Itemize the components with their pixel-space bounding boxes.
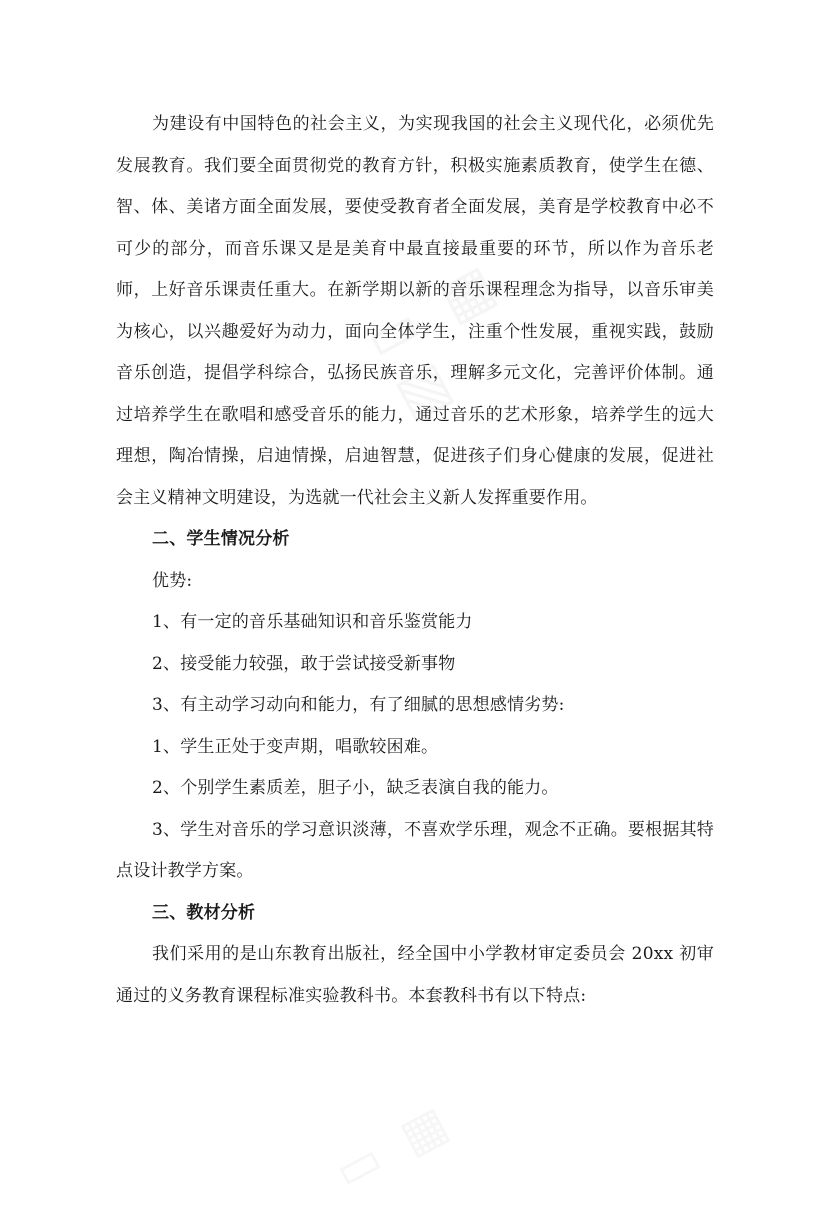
paragraph-advantages-label: 优势: [152,570,193,591]
list-item-weakness-3: 3、学生对音乐的学习意识淡薄，不喜欢学乐理，观念不正确。要根据其特点设计教学方案。 [116,819,714,881]
watermark: ▭ ▦ ▧ [354,249,512,432]
paragraph-textbook: 我们采用的是山东教育出版社，经全国中小学教材审定委员会 20xx 初审通过的义务教育课程标准实验教科书。本套教科书有以下特点: [116,944,714,1006]
list-item-advantage-1: 1、有一定的音乐基础知识和音乐鉴赏能力 [152,612,473,632]
list-item-advantage-2: 2、接受能力较强，敢于尝试接受新事物 [152,653,456,674]
paragraph-intro: 为建设有中国特色的社会主义，为实现我国的社会主义现代化，必须优先发展教育。我们要全面贯彻党的教育方针，积极实施素质教育，使学生在德、智、体、美诸方面全面发展，要使受教育者全面发展，美育是学校教育中必不可少的部分，而音乐课又是是美育中最直接最重要的环节，所以作为音乐老师，上好音乐课责任重大。在新学期以新的音乐课程理念为指导，以音乐审美为核心，以兴趣爱好为动力，面向全体学生，注重个性发展，重视实践，鼓励音乐创造，提倡学科综合，弘扬民族音乐，理解多元文化，完善评价体制。通过培养学生在歌唱和感受音乐的能力，通过音乐的艺术形象，培养学生的远大理想，陶冶情操，启迪情操，启迪智慧，促进孩子们身心健康的发展，促进社会主义精神文明建设，为选就一代社会主义新人发挥重要作用。 [116,114,714,508]
watermark-bottom: ▭ ▦ [325,1092,463,1201]
list-item-weakness-2: 2、个别学生素质差，胆子小，缺乏表演自我的能力。 [152,778,559,798]
section-heading-textbook-analysis: 三、教材分析 [152,902,256,923]
document-body [116,104,714,1017]
list-item-advantage-3: 3、有主动学习动向和能力，有了细腻的思想感情劣势: [152,695,565,715]
list-item-weakness-1: 1、学生正处于变声期，唱歌较困难。 [152,736,439,757]
section-heading-student-analysis: 二、学生情况分析 [152,529,290,549]
